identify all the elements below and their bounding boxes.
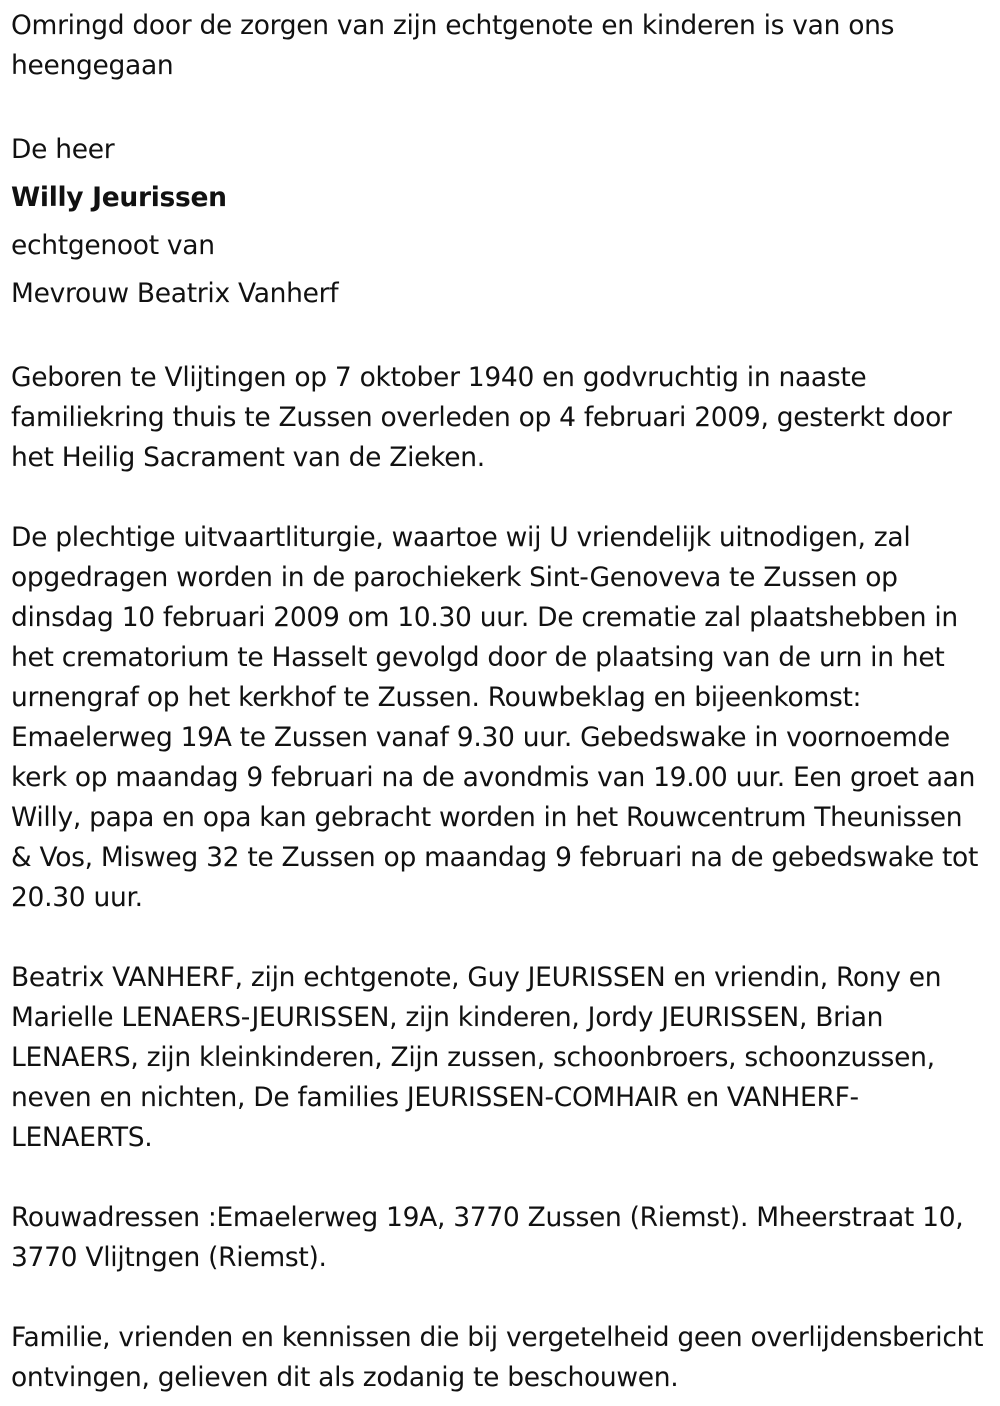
deceased-name: Willy Jeurissen [11, 182, 227, 213]
intro-paragraph: Omringd door de zorgen van zijn echtgenote en kinderen is van ons heengegaan [11, 10, 895, 81]
obituary-document [11, 0, 986, 1398]
ceremony-paragraph: De plechtige uitvaartliturgie, waartoe wij U vriendelijk uitnodigen, zal opgedragen worden in de parochiekerk Sint-Genoveva te Zussen op dinsdag 10 februari 2009 om 10.30 uur. De crematie zal plaatshebben in het crematorium te Hasselt gevolgd door de plaatsing van de urn in het urnengraf op het kerkhof te Zussen. Rouwbeklag en bijeenkomst: Emaelerweg 19A te Zussen vanaf 9.30 uur. Gebedswake in voornoemde kerk op maandag 9 februari na de avondmis van 19.00 uur. Een groet aan Willy, papa en opa kan gebracht worden in het Rouwcentrum Theunissen & Vos, Misweg 32 te Zussen op maandag 9 februari na de gebedswake tot 20.30 uur. [11, 522, 979, 913]
closing-paragraph: Familie, vrienden en kennissen die bij vergetelheid geen overlijdensbericht ontvingen, gelieven dit als zodanig te beschouwen. [11, 1322, 984, 1393]
addresses-paragraph: Rouwadressen :Emaelerweg 19A, 3770 Zussen (Riemst). Mheerstraat 10, 3770 Vlijtngen (Riemst). [11, 1202, 964, 1273]
name-block [11, 126, 986, 318]
birth-death-paragraph: Geboren te Vlijtingen op 7 oktober 1940 en godvruchtig in naaste familiekring thuis te Zussen overleden op 4 februari 2009, gesterkt door het Heilig Sacrament van de Zieken. [11, 362, 952, 473]
salutation: De heer [11, 134, 115, 165]
family-paragraph: Beatrix VANHERF, zijn echtgenote, Guy JEURISSEN en vriendin, Rony en Marielle LENAERS-JEURISSEN, zijn kinderen, Jordy JEURISSEN, Brian LENAERS, zijn kleinkinderen, Zijn zussen, schoonbroers, schoonzussen, neven en nichten, De families JEURISSEN-COMHAIR en VANHERF-LENAERTS. [11, 962, 942, 1153]
relation-label: echtgenoot van [11, 230, 215, 261]
spouse-name: Mevrouw Beatrix Vanherf [11, 278, 339, 309]
